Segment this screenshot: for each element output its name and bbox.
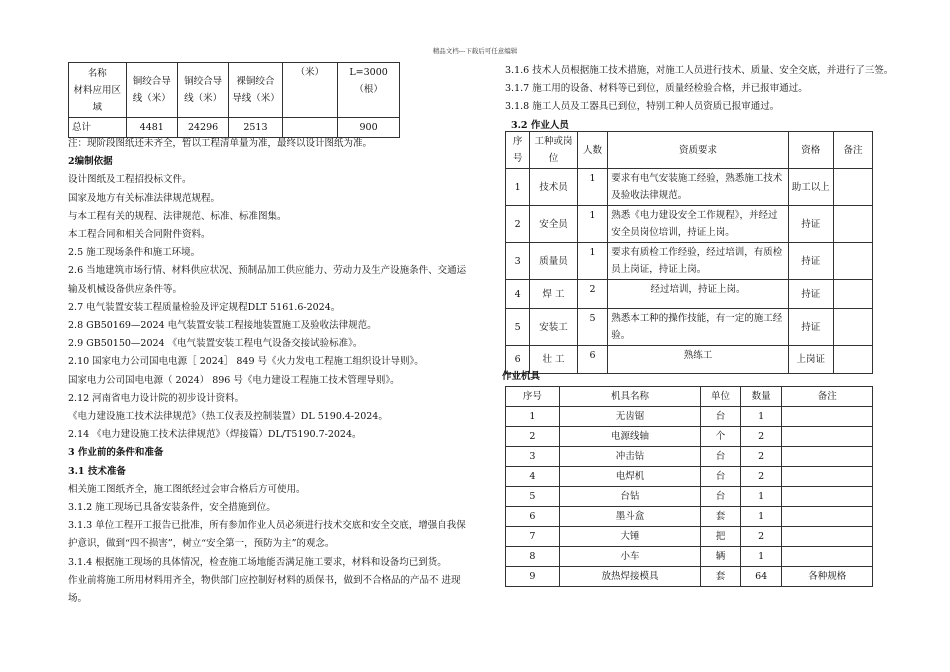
- materials-header-cell: 铜绞合导线（米）: [126, 63, 177, 118]
- materials-header-cell: （米）: [282, 63, 338, 118]
- staff-header-cell: 资质要求: [608, 132, 788, 169]
- paragraph: 3.1.4 根据施工现场的具体情况，检查施工场地能否满足施工要求，材料和设备均已到货。: [68, 556, 447, 568]
- materials-cell: 2513: [229, 118, 282, 138]
- tools-cell: [782, 427, 873, 447]
- tools-row: [506, 507, 873, 527]
- tools-header-cell: 序号: [506, 387, 560, 407]
- note: 注：现阶段图纸还未齐全，暂以工程清单量为准，最终以设计图纸为准。: [68, 138, 373, 149]
- paragraph: 国家及地方有关标准法律规范规程。: [68, 192, 221, 204]
- tools-cell: [782, 407, 873, 427]
- tools-header-cell: 机具名称: [559, 387, 700, 407]
- tools-cell: 1: [740, 507, 782, 527]
- tools-cell: [782, 547, 873, 567]
- staff-cell: 1: [577, 243, 608, 280]
- tools-cell: 5: [506, 487, 560, 507]
- staff-cell: 5: [506, 309, 530, 346]
- materials-header-cell: 名称 材料应用区域: [69, 63, 127, 118]
- staff-cell: [833, 206, 872, 243]
- right-column: [505, 62, 894, 135]
- paragraph: 3.1.7 施工用的设备、材料等已到位，质量经检验合格，并已报审通过。: [505, 83, 808, 95]
- tools-row: [506, 487, 873, 507]
- tools-cell: 2: [740, 467, 782, 487]
- tools-cell: 1: [740, 407, 782, 427]
- tools-cell: 台: [701, 407, 741, 427]
- paragraph: 3.1.6 技术人员根据施工技术措施，对施工人员进行技术、质量、安全交底，并进行了三签。: [505, 65, 894, 76]
- staff-cell: 1: [506, 169, 530, 206]
- paragraph: 国家电力公司国电电源（ 2024） 896 号《电力建设工程施工技术管理导则》。: [68, 374, 400, 386]
- tools-cell: 套: [701, 567, 741, 587]
- tools-row: [506, 427, 873, 447]
- staff-cell: 6: [577, 346, 608, 374]
- tools-cell: 无齿锯: [559, 407, 700, 427]
- staff-cell: 要求有质检工作经验，经过培训，有质检员上岗证，持证上岗。: [608, 243, 788, 280]
- materials-cell: 4481: [126, 118, 177, 138]
- paragraph: 设计图纸及工程招投标文件。: [68, 174, 192, 186]
- tools-cell: [782, 467, 873, 487]
- tools-cell: 1: [740, 487, 782, 507]
- page-header: 精品文档---下载后可任意编辑: [432, 47, 518, 55]
- staff-cell: 安装工: [530, 309, 577, 346]
- staff-cell: [833, 280, 872, 309]
- tools-cell: [782, 527, 873, 547]
- staff-cell: 1: [577, 206, 608, 243]
- tools-cell: 2: [506, 427, 560, 447]
- tools-cell: [782, 507, 873, 527]
- staff-cell: 2: [577, 280, 608, 309]
- staff-row: [506, 206, 873, 243]
- paragraph: 3.1.2 施工现场已具备安装条件，安全措施到位。: [68, 502, 276, 514]
- staff-cell: 1: [577, 169, 608, 206]
- staff-row: [506, 309, 873, 346]
- tools-cell: 台钻: [559, 487, 700, 507]
- staff-cell: [833, 243, 872, 280]
- subsection-title: 3.2 作业人员: [511, 119, 569, 131]
- paragraph: 2.9 GB50150—2024 《电气装置安装工程电气设备交接试验标准》。: [68, 338, 363, 350]
- staff-cell: 熟悉本工种的操作技能，有一定的施工经验。: [608, 309, 788, 346]
- staff-row: [506, 243, 873, 280]
- tools-cell: 8: [506, 547, 560, 567]
- tools-header-cell: 备注: [782, 387, 873, 407]
- staff-cell: 焊 工: [530, 280, 577, 309]
- tools-cell: 台: [701, 487, 741, 507]
- staff-cell: [833, 346, 872, 374]
- staff-cell: 助工以上: [788, 169, 833, 206]
- staff-table: [505, 131, 873, 374]
- tools-cell: 台: [701, 467, 741, 487]
- staff-row: [506, 280, 873, 309]
- materials-table: [68, 62, 400, 138]
- paragraph: 相关施工图纸齐全，施工图纸经过会审合格后方可使用。: [68, 483, 306, 495]
- tools-cell: 电源线轴: [559, 427, 700, 447]
- staff-cell: 持证: [788, 243, 833, 280]
- materials-cell: 900: [338, 118, 400, 138]
- tools-row: [506, 467, 873, 487]
- staff-cell: 安全员: [530, 206, 577, 243]
- tools-table: [505, 386, 873, 587]
- section-title: 2编制依据: [68, 156, 113, 168]
- paragraph: 《电力建设施工技术法律规范》（热工仪表及控制装置）DL 5190.4-2024。: [68, 411, 388, 423]
- paragraph: 场。: [68, 593, 88, 605]
- tools-row: [506, 447, 873, 467]
- staff-cell: 持证: [788, 280, 833, 309]
- materials-cell: 总计: [69, 118, 127, 138]
- tools-cell: 1: [506, 407, 560, 427]
- staff-row: [506, 346, 873, 374]
- staff-cell: [833, 169, 872, 206]
- tools-cell: 64: [740, 567, 782, 587]
- tools-cell: 个: [701, 427, 741, 447]
- tools-cell: 2: [740, 427, 782, 447]
- paragraph: 3.1.8 施工人员及工器具已到位，特别工种人员资质已报审通过。: [505, 101, 780, 113]
- materials-header-cell: 裸铜绞合导线（米）: [229, 63, 282, 118]
- paragraph: 3.1.3 单位工程开工报告已批准，所有参加作业人员必须进行技术交底和安全交底，增强自我保: [68, 520, 466, 532]
- tools-row: [506, 407, 873, 427]
- tools-cell: 3: [506, 447, 560, 467]
- staff-header-cell: 人数: [577, 132, 608, 169]
- staff-cell: 6: [506, 346, 530, 374]
- staff-cell: 2: [506, 206, 530, 243]
- tools-cell: 9: [506, 567, 560, 587]
- tools-header-cell: 单位: [701, 387, 741, 407]
- paragraph: 作业前将施工所用材料用齐全，物供部门应控制好材料的质保书，做到不合格品的产品不 进现: [68, 574, 461, 586]
- tools-row: [506, 547, 873, 567]
- tools-row: [506, 567, 873, 587]
- staff-cell: 熟练工: [608, 346, 788, 374]
- tools-cell: 小车: [559, 547, 700, 567]
- paragraph: 2.14 《电力建设施工技术法律规范》（焊接篇）DL/T5190.7-2024。: [68, 429, 362, 441]
- tools-cell: 4: [506, 467, 560, 487]
- paragraph: 2.10 国家电力公司国电电源［ 2024］ 849 号《火力发电工程施工组织设计导则》。: [68, 356, 424, 368]
- paragraph: 护意识，做到“四不损害”，树立“安全第一，预防为主”的观念。: [68, 538, 335, 550]
- tools-cell: 台: [701, 447, 741, 467]
- tools-header-cell: 数量: [740, 387, 782, 407]
- tools-cell: 7: [506, 527, 560, 547]
- staff-cell: 质量员: [530, 243, 577, 280]
- materials-header-cell: 铜绞合导线（米）: [177, 63, 228, 118]
- staff-cell: [833, 309, 872, 346]
- staff-cell: 要求有电气安装施工经验，熟悉施工技术及验收法律规范。: [608, 169, 788, 206]
- tools-cell: 6: [506, 507, 560, 527]
- tools-cell: 2: [740, 527, 782, 547]
- tools-row: [506, 527, 873, 547]
- subsection-title: 3.1 技术准备: [68, 465, 126, 477]
- staff-cell: 4: [506, 280, 530, 309]
- paragraph: 2.5 施工现场条件和施工环境。: [68, 247, 201, 259]
- paragraph: 本工程合同和相关合同附件资料。: [68, 229, 211, 241]
- materials-header-cell: L=3000（根）: [338, 63, 400, 118]
- tools-cell: [782, 487, 873, 507]
- staff-cell: 技术员: [530, 169, 577, 206]
- tools-cell: 把: [701, 527, 741, 547]
- paragraph: 2.8 GB50169—2024 电气装置安装工程接地装置施工及验收法律规范。: [68, 320, 377, 332]
- tools-cell: 各种规格: [782, 567, 873, 587]
- tools-cell: 电焊机: [559, 467, 700, 487]
- staff-cell: 上岗证: [788, 346, 833, 374]
- paragraph: 与本工程有关的规程、法律规范、标准、标准图集。: [68, 210, 287, 222]
- staff-cell: 壮 工: [530, 346, 577, 374]
- paragraph: 2.7 电气装置安装工程质量检验及评定规程DLT 5161.6-2024。: [68, 301, 341, 313]
- left-column: [68, 135, 488, 608]
- materials-cell: 24296: [177, 118, 228, 138]
- tools-cell: 2: [740, 447, 782, 467]
- staff-header-cell: 备注: [833, 132, 872, 169]
- staff-cell: 持证: [788, 206, 833, 243]
- staff-row: [506, 169, 873, 206]
- tools-title: 作业机具: [502, 371, 541, 382]
- tools-cell: 1: [740, 547, 782, 567]
- tools-cell: 墨斗盒: [559, 507, 700, 527]
- staff-cell: 熟悉《电力建设安全工作规程》，并经过安全员岗位培训，持证上岗。: [608, 206, 788, 243]
- tools-cell: 放热焊接模具: [559, 567, 700, 587]
- paragraph: 输及机械设备供应条件等。: [68, 283, 183, 295]
- paragraph: 2.6 当地建筑市场行情、材料供应状况、预制品加工供应能力、劳动力及生产设施条件、交通运: [68, 265, 467, 277]
- staff-cell: 经过培训，持证上岗。: [608, 280, 788, 309]
- section-title: 3 作业前的条件和准备: [68, 447, 164, 459]
- staff-header-cell: 资格: [788, 132, 833, 169]
- staff-header-cell: 工种或岗位: [530, 132, 577, 169]
- tools-cell: 冲击钻: [559, 447, 700, 467]
- tools-cell: [782, 447, 873, 467]
- staff-cell: 持证: [788, 309, 833, 346]
- tools-cell: 辆: [701, 547, 741, 567]
- paragraph: 2.12 河南省电力设计院的初步设计资料。: [68, 392, 245, 404]
- staff-cell: 3: [506, 243, 530, 280]
- staff-cell: 5: [577, 309, 608, 346]
- tools-cell: 大锤: [559, 527, 700, 547]
- tools-cell: 套: [701, 507, 741, 527]
- staff-header-cell: 序号: [506, 132, 530, 169]
